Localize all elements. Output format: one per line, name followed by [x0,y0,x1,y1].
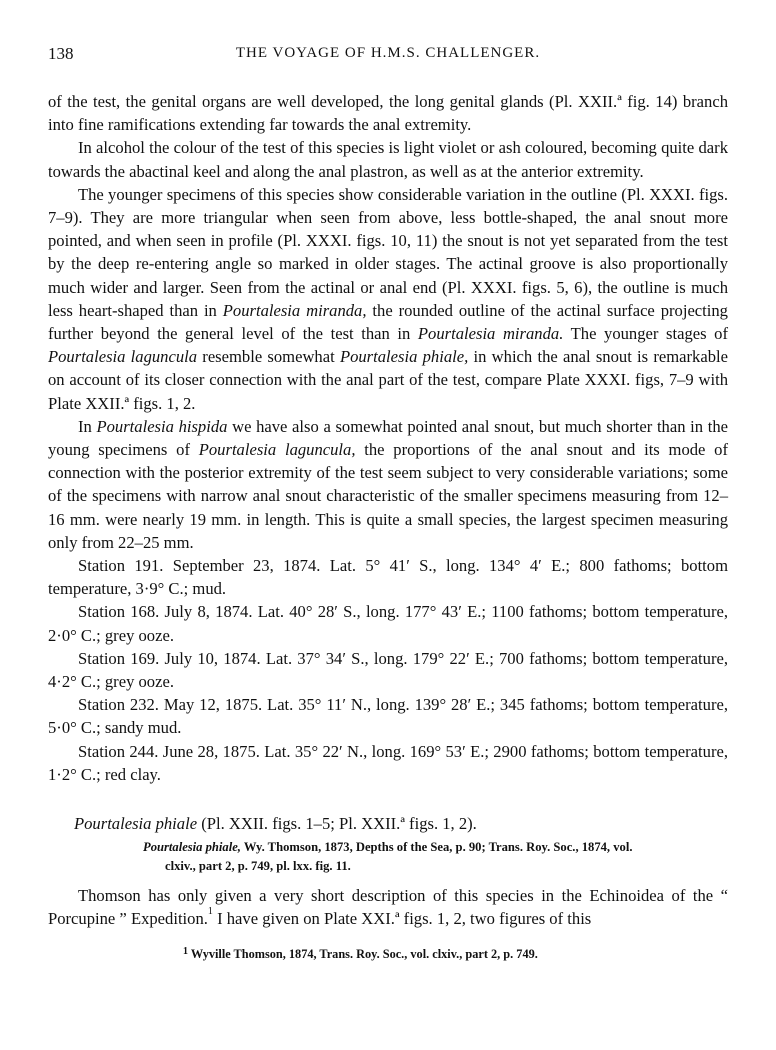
text-run: we have also a somewhat pointed anal snout, but much shorter than in the young specimens of [48,416,728,460]
text-run: I have given on Plate XXI.ª figs. 1, 2, two figures of this [212,909,592,929]
text-run: In [78,416,97,436]
paragraph-1: of the test, the genital organs are well developed, the long genital glands (Pl. XXII.ª fig. 14) branch into fine ramifications extending far towards the anal extremity. [48,92,728,135]
species-heading [48,814,728,834]
species-name: Pourtalesia laguncula, [198,440,356,460]
species-name: Pourtalesia laguncula [48,347,198,367]
species-heading-refs: (Pl. XXII. figs. 1–5; Pl. XXII.ª figs. 1, 2). [197,814,477,834]
synonymy-line-1: Wy. Thomson, 1873, Depths of the Sea, p. 90; Trans. Roy. Soc., 1874, vol. [240,840,633,855]
station-entry: Station 191. September 23, 1874. Lat. 5° 41′ S., long. 134° 4′ E.; 800 fathoms; bottom temperature, 3·9° C.; mud. [48,556,728,599]
species-heading-name: Pourtalesia phiale [74,814,198,834]
running-title: THE VOYAGE OF H.M.S. CHALLENGER. [235,45,541,61]
paragraph-3 [48,183,728,415]
species-name: Pourtalesia miranda, [222,300,367,320]
text-run: The younger stages of [563,324,728,344]
species-name: Pourtalesia hispida [96,416,228,436]
synonymy-line-2: clxiv., part 2, p. 749, pl. lxx. fig. 11. [165,859,351,874]
synonymy [48,838,728,876]
footnote-number: 1 [183,946,188,958]
closing-paragraph [48,884,728,930]
station-list [48,554,728,786]
text-run: The younger specimens of this species show considerable variation in the outline (Pl. XXXI. figs. 7–9). They are more triangular when seen from above, less bottle-shaped, the anal snout more pointed, and when seen in profile (Pl. XXXI. figs. 10, 11) the snout is not yet separated from the test by the deep re-entering angle so marked in older stages. The actinal groove is also proportionally much wider and larger. Seen from the actinal or anal end (Pl. XXXI. figs. 5, 6), the outline is much less heart-shaped than in [48,184,728,320]
text-run: resemble somewhat [197,347,340,367]
paragraph-4 [48,415,728,554]
species-name: Pourtalesia miranda. [417,324,564,344]
body-text [48,90,728,786]
text-run: the proportions of the anal snout and its mode of connection with the posterior extremity of the test seem subject to very considerable variations; some of the specimens with narrow anal snout characteristic of the smaller specimens measuring from 12–16 mm. were nearly 19 mm. in length. This is quite a small species, the largest specimen measuring only from 22–25 mm. [48,440,728,552]
text-run: Thomson has only given a very short description of this species in the Echinoidea of the “ Porcupine ” Expedition. [48,886,728,929]
station-entry: Station 168. July 8, 1874. Lat. 40° 28′ S., long. 177° 43′ E.; 1100 fathoms; bottom temperature, 2·0° C.; grey ooze. [48,602,728,645]
footnote-marker: 1 [207,906,213,918]
species-name: Pourtalesia phiale, [339,347,469,367]
page-header [48,44,728,68]
station-entry: Station 169. July 10, 1874. Lat. 37° 34′ S., long. 179° 22′ E.; 700 fathoms; bottom temperature, 4·2° C.; grey ooze. [48,648,728,692]
page-number: 138 [48,44,74,63]
document-page [48,44,728,962]
paragraph-2: In alcohol the colour of the test of this species is light violet or ash coloured, becoming quite dark towards the abactinal keel and along the anal plastron, as well as at the anterior extremity. [48,138,728,181]
footnote [48,947,728,962]
station-entry: Station 232. May 12, 1875. Lat. 35° 11′ N., long. 139° 28′ E.; 345 fathoms; bottom temperature, 5·0° C.; sandy mud. [48,695,728,738]
footnote-text: Wyville Thomson, 1874, Trans. Roy. Soc., vol. clxiv., part 2, p. 749. [188,947,538,962]
text-run: the rounded outline of the actinal surface projecting further beyond the general level of the test than in [48,300,728,344]
station-entry: Station 244. June 28, 1875. Lat. 35° 22′ N., long. 169° 53′ E.; 2900 fathoms; bottom temperature, 1·2° C.; red clay. [48,741,728,784]
text-run: in which the anal snout is remarkable on account of its closer connection with the anal part of the test, compare Plate XXXI. figs, 7–9 with Plate XXII.ª figs. 1, 2. [48,347,728,413]
synonymy-name: Pourtalesia phiale, [143,840,241,855]
